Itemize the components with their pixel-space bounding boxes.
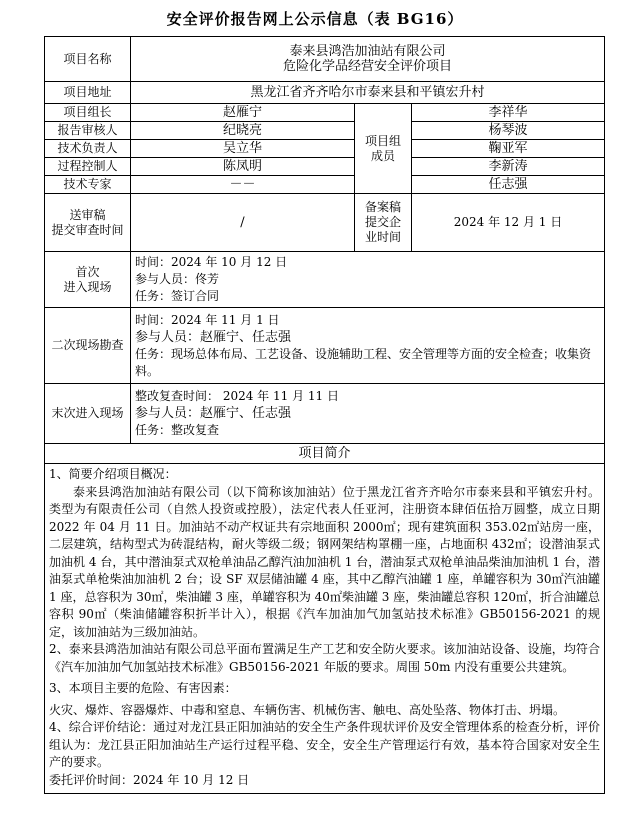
last-visit-time: 整改复查时间： 2024 年 11 月 11 日 bbox=[135, 389, 339, 403]
label-project-name: 项目名称 bbox=[45, 37, 131, 82]
value-project-address: 黑龙江省齐齐哈尔市泰来县和平镇宏升村 bbox=[131, 82, 605, 104]
summary-p2: 2、泰来县鸿浩加油站有限公司总平面布置满足生产工艺和安全防火要求。该加油站设备、设施，均符合《汽车加油加气加氢站技术标准》GB50156-2021 年版的要求。周围 50m 内没有重要公共建筑。 bbox=[49, 642, 600, 674]
member-3: 鞠亚军 bbox=[412, 140, 605, 158]
label-first-visit: 首次 进入现场 bbox=[45, 252, 131, 308]
member-2: 杨琴波 bbox=[412, 122, 605, 140]
member-5: 任志强 bbox=[412, 176, 605, 194]
summary-p3-heading: 3、本项目主要的危险、有害因素： bbox=[49, 681, 237, 695]
label-second-visit: 二次现场勘查 bbox=[45, 308, 131, 384]
row-tech-expert bbox=[45, 176, 605, 194]
summary-heading: 项目简介 bbox=[45, 444, 605, 464]
row-review-times bbox=[45, 194, 605, 252]
second-visit-time: 时间：2024 年 11 月 1 日 bbox=[135, 312, 280, 327]
summary-p1-heading: 1、简要介绍项目概况： bbox=[49, 467, 177, 481]
value-submit-time: / bbox=[131, 194, 355, 252]
label-report-reviewer: 报告审核人 bbox=[45, 122, 131, 140]
second-visit-task: 任务：现场总体布局、工艺设备、设施辅助工程、安全管理等方面的安全检查；收集资料。 bbox=[135, 346, 592, 378]
row-report-reviewer bbox=[45, 122, 605, 140]
label-tech-lead: 技术负责人 bbox=[45, 140, 131, 158]
label-team-members: 项目组 成员 bbox=[355, 104, 412, 194]
row-tech-lead bbox=[45, 140, 605, 158]
summary-commission-time: 委托评价时间：2024 年 10 月 12 日 bbox=[49, 772, 250, 787]
label-tech-expert: 技术专家 bbox=[45, 176, 131, 194]
label-project-address: 项目地址 bbox=[45, 82, 131, 104]
label-record-time: 备案稿 提交企 业时间 bbox=[355, 194, 412, 252]
project-name-line1: 泰来县鸿浩加油站有限公司 bbox=[289, 44, 446, 59]
value-report-reviewer: 纪晓亮 bbox=[131, 122, 355, 140]
value-record-time: 2024 年 12 月 1 日 bbox=[412, 194, 605, 252]
first-visit-details bbox=[131, 252, 605, 308]
value-tech-expert: －－ bbox=[131, 176, 355, 194]
row-summary-body bbox=[45, 464, 605, 794]
value-team-leader: 赵雁宁 bbox=[131, 104, 355, 122]
label-submit-time: 送审稿 提交审查时间 bbox=[45, 194, 131, 252]
row-project-address bbox=[45, 82, 605, 104]
member-4: 李新涛 bbox=[412, 158, 605, 176]
value-project-name bbox=[131, 37, 605, 82]
first-visit-time: 时间：2024 年 10 月 12 日 bbox=[135, 255, 288, 269]
last-visit-task: 任务：整改复查 bbox=[135, 423, 220, 437]
summary-p4: 4、综合评价结论：通过对龙江县正阳加油站的安全生产条件现状评价及安全管理体系的检查分析，评价组认为：龙江县正阳加油站生产运行过程平稳、安全，安全生产管理运行有效，基本符合国家对安全生产的要求。 bbox=[49, 720, 600, 769]
project-name-line2: 危险化学品经营安全评价项目 bbox=[282, 59, 452, 74]
document-title: 安全评价报告网上公示信息（表 BG16） bbox=[166, 10, 464, 28]
row-second-visit bbox=[45, 308, 605, 384]
summary-p3-body: 火灾、爆炸、容器爆炸、中毒和窒息、车辆伤害、机械伤害、触电、高处坠落、物体打击、坍塌。 bbox=[49, 702, 566, 717]
summary-p1-body: 泰来县鸿浩加油站有限公司（以下简称该加油站）位于黑龙江省齐齐哈尔市泰来县和平镇宏升村。类型为有限责任公司（自然人投资或控股），法定代表人任亚河，注册资本肆佰伍拾万圆整，成立日期 2022 年 04 月 11 日。加油站不动产权证共有宗地面积 2000㎡；现有建筑面积 353.02㎡站房一座，二层建筑，结构型式为砖混结构，耐火等级二级；钢网架结构罩棚一座，占地面积 432㎡；设潜油泵式加油机 4 台，其中潜油泵式双枪单油品乙醇汽油加油机 1 台，潜油泵式双枪单油品柴油加油机 1 台，潜油泵式单枪柴油加油机 2 台；设 SF 双层储油罐 4 座，其中乙醇汽油罐 1 座，单罐容积为 30㎡汽油罐 1 座，总容积为 30㎡，柴油罐 3 座，单罐容积为 40㎡柴油罐 3 座，柴油罐总容积 120㎡，折合油罐总容积 90㎡（柴油储罐容积折半计入），根据《汽车加油加气加氢站技术标准》GB50156-2021 的规定，该加油站为三级加油站。 bbox=[49, 484, 600, 639]
publicity-form-table bbox=[44, 36, 605, 794]
second-visit-details bbox=[131, 308, 605, 384]
row-project-name bbox=[45, 37, 605, 82]
first-visit-people: 参与人员：佟芳 bbox=[135, 272, 220, 286]
value-tech-lead: 吴立华 bbox=[131, 140, 355, 158]
row-last-visit bbox=[45, 384, 605, 444]
label-last-visit: 末次进入现场 bbox=[45, 384, 131, 444]
member-1: 李祥华 bbox=[412, 104, 605, 122]
row-team-leader bbox=[45, 104, 605, 122]
first-visit-task: 任务：签订合同 bbox=[135, 289, 220, 303]
row-process-controller bbox=[45, 158, 605, 176]
row-summary-heading bbox=[45, 444, 605, 464]
row-first-visit bbox=[45, 252, 605, 308]
last-visit-details bbox=[131, 384, 605, 444]
second-visit-people: 参与人员：赵雁宁、任志强 bbox=[135, 329, 292, 345]
last-visit-people: 参与人员：赵雁宁、任志强 bbox=[135, 406, 292, 421]
label-process-controller: 过程控制人 bbox=[45, 158, 131, 176]
summary-body bbox=[45, 464, 605, 794]
label-team-leader: 项目组长 bbox=[45, 104, 131, 122]
value-process-controller: 陈凤明 bbox=[131, 158, 355, 176]
